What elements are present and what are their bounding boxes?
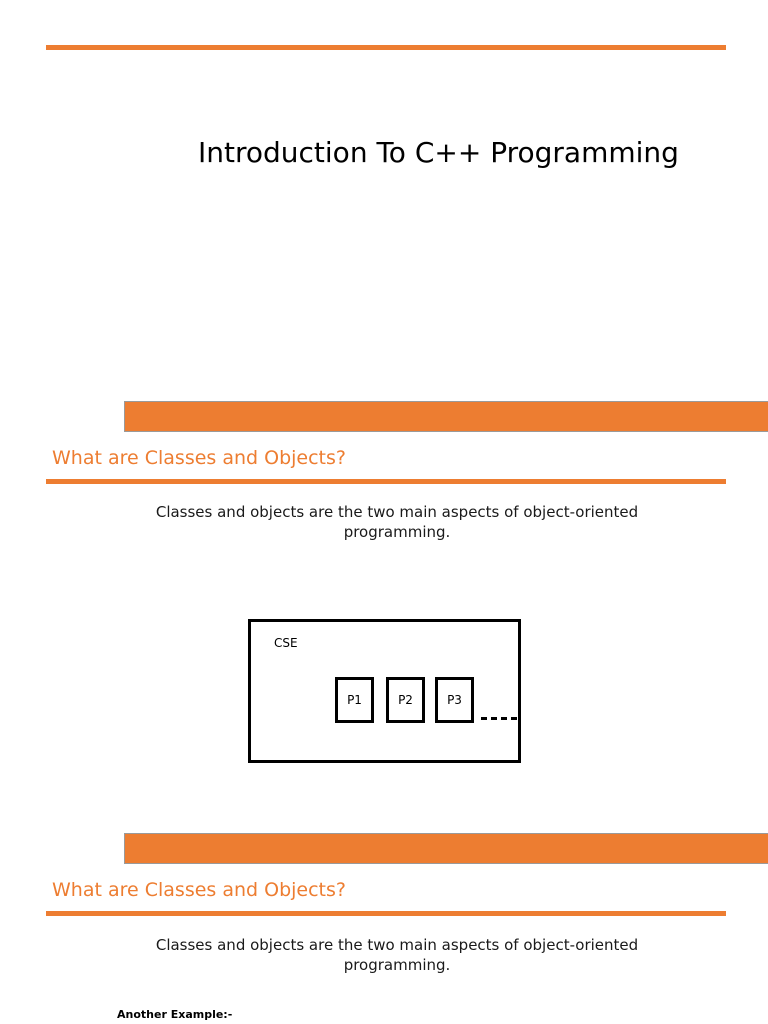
heading-underline-rule: [46, 911, 726, 916]
class-diagram: [248, 619, 521, 763]
section-heading: What are Classes and Objects?: [52, 447, 346, 469]
body-paragraph: Classes and objects are the two main aspects of object-oriented programming.: [155, 503, 639, 541]
object-box-p2: P2: [386, 677, 425, 723]
slide-header-band: [124, 833, 768, 864]
class-label: CSE: [274, 636, 298, 650]
page-title: Introduction To C++ Programming: [198, 136, 679, 169]
example-label: Another Example:-: [117, 1008, 233, 1021]
object-box-p1: P1: [335, 677, 374, 723]
continuation-dots: [481, 717, 517, 720]
top-accent-rule: [46, 45, 726, 50]
body-paragraph: Classes and objects are the two main aspects of object-oriented programming.: [155, 936, 639, 974]
slide-header-band: [124, 401, 768, 432]
heading-underline-rule: [46, 479, 726, 484]
object-box-p3: P3: [435, 677, 474, 723]
section-heading: What are Classes and Objects?: [52, 879, 346, 901]
